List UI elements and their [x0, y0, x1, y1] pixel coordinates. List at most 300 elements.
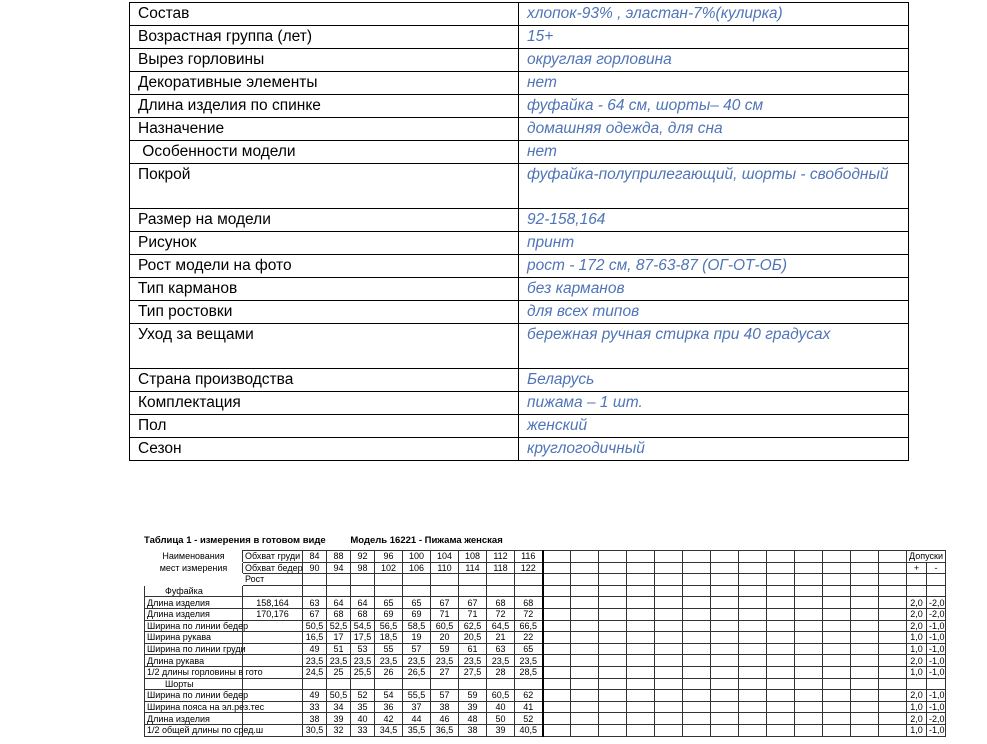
measurement-value [599, 597, 627, 609]
measurement-row [145, 666, 946, 678]
measurement-value: 37 [403, 701, 431, 713]
measurement-value [767, 632, 795, 644]
property-label: Размер на модели [130, 209, 519, 232]
measurement-value [683, 713, 711, 725]
measurement-value: 40 [487, 701, 515, 713]
measurement-value: 25,5 [351, 666, 375, 678]
measurement-value [711, 597, 739, 609]
property-value: домашняя одежда, для сна [519, 118, 909, 141]
property-row [130, 164, 909, 209]
empty-cell [515, 574, 543, 586]
measurement-value [683, 620, 711, 632]
measurement-value [767, 701, 795, 713]
property-value: для всех типов [519, 301, 909, 324]
measurement-value [711, 724, 739, 736]
chest-size [571, 551, 599, 563]
tolerance-header: Допуски [907, 551, 946, 563]
height-label: Рост [243, 574, 303, 586]
measurement-value [711, 690, 739, 702]
measurement-value [851, 701, 879, 713]
measurements-title [144, 535, 503, 546]
tolerance-minus: -1,0 [927, 666, 946, 678]
measurement-value [351, 585, 375, 597]
measurement-value [627, 678, 655, 690]
property-row [130, 301, 909, 324]
measurement-value [571, 690, 599, 702]
measurement-value [543, 608, 571, 620]
property-value: нет [519, 141, 909, 164]
measurement-value [739, 655, 767, 667]
measurement-value [515, 585, 543, 597]
measurement-value [851, 632, 879, 644]
measurement-value: 65 [403, 597, 431, 609]
measurement-value: 30,5 [303, 724, 327, 736]
measurement-value: 65 [515, 643, 543, 655]
measurement-value [543, 678, 571, 690]
measurement-value: 69 [403, 608, 431, 620]
property-label: Уход за вещами [130, 324, 519, 369]
property-row [130, 141, 909, 164]
measurement-value [543, 585, 571, 597]
measurement-row [145, 620, 946, 632]
measurement-value [851, 655, 879, 667]
measurement-value: 61 [459, 643, 487, 655]
hip-size [739, 562, 767, 574]
measurement-value: 39 [487, 724, 515, 736]
measurement-value [767, 643, 795, 655]
height-value: 170,176 [243, 608, 303, 620]
measurement-value [655, 713, 683, 725]
measurement-value [879, 643, 907, 655]
hip-size: 114 [459, 562, 487, 574]
empty-cell [627, 574, 655, 586]
measurement-value [655, 632, 683, 644]
tolerance-minus: -1,0 [927, 690, 946, 702]
measurement-value [571, 713, 599, 725]
measurement-value [431, 585, 459, 597]
measurement-value [627, 724, 655, 736]
measurement-value: 40 [351, 713, 375, 725]
chest-size [683, 551, 711, 563]
measurement-value: 60,5 [431, 620, 459, 632]
measurement-value: 22 [515, 632, 543, 644]
measurement-value [795, 724, 823, 736]
height-value [243, 585, 303, 597]
measurement-value [655, 608, 683, 620]
hip-size: 122 [515, 562, 543, 574]
measurement-value: 39 [327, 713, 351, 725]
measurement-value [823, 713, 851, 725]
measurement-value [739, 690, 767, 702]
measurement-value: 19 [403, 632, 431, 644]
measurement-value [627, 643, 655, 655]
measurement-value [851, 597, 879, 609]
measurement-name: Длина изделия [145, 713, 243, 725]
empty-cell [767, 574, 795, 586]
section-row [145, 585, 946, 597]
property-label: Тип ростовки [130, 301, 519, 324]
measurement-value: 58,5 [403, 620, 431, 632]
measurement-value: 36 [375, 701, 403, 713]
measurement-value [303, 585, 327, 597]
property-value: пижама – 1 шт. [519, 392, 909, 415]
property-row [130, 3, 909, 26]
property-value: бережная ручная стирка при 40 градусах [519, 324, 909, 369]
measurement-value [795, 701, 823, 713]
hip-size [767, 562, 795, 574]
measurements-body [145, 551, 946, 737]
hip-size: 110 [431, 562, 459, 574]
measurement-value [543, 724, 571, 736]
property-value: округлая горловина [519, 49, 909, 72]
property-value: 15+ [519, 26, 909, 49]
measurement-value [599, 655, 627, 667]
measurement-value: 49 [303, 690, 327, 702]
measurement-value [823, 632, 851, 644]
measurement-value: 67 [431, 597, 459, 609]
measurement-value [879, 585, 907, 597]
chest-size: 92 [351, 551, 375, 563]
empty-cell [543, 574, 571, 586]
measurement-value [683, 690, 711, 702]
empty-cell [431, 574, 459, 586]
measurement-value [739, 632, 767, 644]
measurement-value: 51 [327, 643, 351, 655]
measurement-value [739, 678, 767, 690]
property-label: Рост модели на фото [130, 255, 519, 278]
measurement-value: 17 [327, 632, 351, 644]
hip-size [655, 562, 683, 574]
measurement-value: 25 [327, 666, 351, 678]
property-row [130, 72, 909, 95]
measurement-value: 68 [327, 608, 351, 620]
measurement-value [851, 643, 879, 655]
height-value [243, 655, 303, 667]
measurement-row [145, 643, 946, 655]
measurement-value [823, 690, 851, 702]
measurement-value: 59 [459, 690, 487, 702]
empty-cell [487, 574, 515, 586]
empty-cell [403, 574, 431, 586]
measurement-value [683, 585, 711, 597]
measurement-value [767, 690, 795, 702]
measurement-value [655, 597, 683, 609]
measurement-value: 17,5 [351, 632, 375, 644]
measurement-value [599, 620, 627, 632]
property-label: Вырез горловины [130, 49, 519, 72]
measurement-value [823, 678, 851, 690]
empty-cell [327, 574, 351, 586]
measurement-value: 72 [515, 608, 543, 620]
measurement-value [683, 724, 711, 736]
empty-cell [571, 574, 599, 586]
hip-size [543, 562, 571, 574]
measurement-value [431, 678, 459, 690]
measurement-row [145, 690, 946, 702]
chest-size [795, 551, 823, 563]
measurement-value [571, 620, 599, 632]
empty-cell [739, 574, 767, 586]
tolerance-plus: 2,0 [907, 620, 927, 632]
measurement-value: 50 [487, 713, 515, 725]
measurement-value [767, 678, 795, 690]
measurement-value [655, 585, 683, 597]
measurement-value [627, 666, 655, 678]
measurement-value [571, 585, 599, 597]
measurement-value [823, 597, 851, 609]
section-title: Шорты [145, 678, 243, 690]
names-header: Наименования [145, 551, 243, 563]
measurement-value [571, 632, 599, 644]
measurement-value [767, 597, 795, 609]
hip-size [571, 562, 599, 574]
measurement-value: 52,5 [327, 620, 351, 632]
measurement-value: 26 [375, 666, 403, 678]
chest-size [767, 551, 795, 563]
property-value: фуфайка-полуприлегающий, шорты - свободный [519, 164, 909, 209]
empty-cell [459, 574, 487, 586]
measurement-row [145, 655, 946, 667]
measurement-value: 67 [303, 608, 327, 620]
measurement-value: 64 [351, 597, 375, 609]
measurement-value: 34 [327, 701, 351, 713]
measurement-value [795, 678, 823, 690]
measurement-value [459, 585, 487, 597]
measurement-value: 62,5 [459, 620, 487, 632]
property-row [130, 369, 909, 392]
tolerance-plus: 1,0 [907, 724, 927, 736]
tolerance-minus: -1,0 [927, 701, 946, 713]
measurement-value [683, 608, 711, 620]
property-label: Возрастная группа (лет) [130, 26, 519, 49]
measurement-name: Ширина рукава [145, 632, 243, 644]
measurement-value [795, 713, 823, 725]
measurement-value [851, 678, 879, 690]
measurement-value [683, 597, 711, 609]
measurement-value: 71 [431, 608, 459, 620]
height-value [243, 690, 303, 702]
measurement-value: 28,5 [515, 666, 543, 678]
measurement-value [767, 655, 795, 667]
measurement-value: 23,5 [375, 655, 403, 667]
chest-size: 88 [327, 551, 351, 563]
measurement-value [599, 690, 627, 702]
chest-size [711, 551, 739, 563]
measurement-value [571, 701, 599, 713]
hip-size [711, 562, 739, 574]
property-label: Комплектация [130, 392, 519, 415]
measurement-value [543, 666, 571, 678]
measurement-value [739, 597, 767, 609]
empty-cell [823, 574, 851, 586]
measurement-value [599, 678, 627, 690]
measurement-value: 23,5 [487, 655, 515, 667]
measurement-value [795, 597, 823, 609]
measurement-value [795, 655, 823, 667]
property-label: Страна производства [130, 369, 519, 392]
measurement-value [375, 678, 403, 690]
measurement-value [739, 585, 767, 597]
tolerance-plus: 2,0 [907, 713, 927, 725]
measurement-value [711, 643, 739, 655]
measurement-value [683, 655, 711, 667]
measurement-value: 52 [515, 713, 543, 725]
measurement-row [145, 701, 946, 713]
empty-cell [927, 574, 946, 586]
measurement-value [599, 713, 627, 725]
measurement-value [627, 608, 655, 620]
measurement-value [543, 655, 571, 667]
property-label: Состав [130, 3, 519, 26]
measurement-value [627, 620, 655, 632]
property-label: Тип карманов [130, 278, 519, 301]
measurement-value: 56,5 [375, 620, 403, 632]
tolerance-minus: -2,0 [927, 597, 946, 609]
measurement-value: 71 [459, 608, 487, 620]
measurement-value [739, 666, 767, 678]
hip-size: 106 [403, 562, 431, 574]
measurement-value [327, 678, 351, 690]
measurement-value: 55,5 [403, 690, 431, 702]
measurement-value [327, 585, 351, 597]
tolerance-plus-header: + [907, 562, 927, 574]
tolerance-minus-header: - [927, 562, 946, 574]
measurement-value: 60,5 [487, 690, 515, 702]
measurement-value [823, 620, 851, 632]
chest-size: 100 [403, 551, 431, 563]
measurement-value: 23,5 [403, 655, 431, 667]
measurement-value [739, 643, 767, 655]
measurement-value: 21 [487, 632, 515, 644]
measurement-value [879, 678, 907, 690]
measurement-value [711, 701, 739, 713]
chest-size [627, 551, 655, 563]
measurement-value: 59 [431, 643, 459, 655]
measurement-value [823, 643, 851, 655]
tolerance-minus: -2,0 [927, 608, 946, 620]
measurement-value [823, 666, 851, 678]
tolerance-plus: 2,0 [907, 655, 927, 667]
measurement-value [627, 690, 655, 702]
measurement-value: 34,5 [375, 724, 403, 736]
hip-size: 90 [303, 562, 327, 574]
measurement-value: 63 [303, 597, 327, 609]
measurement-value: 28 [487, 666, 515, 678]
measurement-value: 35 [351, 701, 375, 713]
measurement-value: 57 [431, 690, 459, 702]
property-value: 92-158,164 [519, 209, 909, 232]
header-row [145, 562, 946, 574]
measurement-value: 68 [351, 608, 375, 620]
measurement-value [823, 701, 851, 713]
measurement-value [627, 701, 655, 713]
measurement-row [145, 597, 946, 609]
property-row [130, 49, 909, 72]
property-row [130, 255, 909, 278]
measurement-value [851, 620, 879, 632]
measurement-value [795, 643, 823, 655]
height-value [243, 632, 303, 644]
measurement-value [543, 701, 571, 713]
measurement-value: 23,5 [351, 655, 375, 667]
measurement-value [711, 608, 739, 620]
empty-cell [879, 574, 907, 586]
measurement-value [543, 713, 571, 725]
measurement-value: 39 [459, 701, 487, 713]
measurement-value: 38 [431, 701, 459, 713]
measurement-value [739, 608, 767, 620]
measurement-row [145, 608, 946, 620]
measurement-value [683, 643, 711, 655]
measurement-value: 52 [351, 690, 375, 702]
measurement-value [599, 724, 627, 736]
measurement-value [851, 585, 879, 597]
measurement-name: Ширина по линии бедер [145, 690, 243, 702]
measurement-value [655, 620, 683, 632]
measurement-value [767, 666, 795, 678]
measurement-value: 20 [431, 632, 459, 644]
measurement-value [487, 585, 515, 597]
property-row [130, 209, 909, 232]
measurement-value [851, 666, 879, 678]
measurement-value: 18,5 [375, 632, 403, 644]
measurement-name: Длина изделия [145, 597, 243, 609]
measurement-value [823, 655, 851, 667]
tolerance-plus: 1,0 [907, 666, 927, 678]
measurement-value: 67 [459, 597, 487, 609]
empty-cell [599, 574, 627, 586]
measurement-value: 23,5 [515, 655, 543, 667]
measurement-value: 36,5 [431, 724, 459, 736]
property-value: без карманов [519, 278, 909, 301]
property-value: круглогодичный [519, 438, 909, 461]
measurement-value [823, 608, 851, 620]
measurement-value [571, 666, 599, 678]
property-value: Беларусь [519, 369, 909, 392]
measurement-value [627, 713, 655, 725]
measurement-value: 72 [487, 608, 515, 620]
hip-size [823, 562, 851, 574]
section-row [145, 678, 946, 690]
chest-size [655, 551, 683, 563]
measurement-name: Длина рукава [145, 655, 243, 667]
measurement-row [145, 713, 946, 725]
measurement-value: 62 [515, 690, 543, 702]
measurement-value [851, 690, 879, 702]
measurement-value [851, 724, 879, 736]
measurement-value [571, 643, 599, 655]
property-row [130, 415, 909, 438]
measurement-value [879, 632, 907, 644]
measurement-value: 44 [403, 713, 431, 725]
measurement-value [711, 585, 739, 597]
measurement-value [403, 678, 431, 690]
measurement-value: 23,5 [431, 655, 459, 667]
measurement-value [767, 608, 795, 620]
tolerance-plus: 2,0 [907, 597, 927, 609]
measurement-value [795, 632, 823, 644]
chest-size [879, 551, 907, 563]
measurement-value [711, 620, 739, 632]
measurement-value [683, 701, 711, 713]
measurement-value [711, 655, 739, 667]
measurement-name: 1/2 длины горловины в гото [145, 666, 243, 678]
measurement-name: Ширина по линии бедер [145, 620, 243, 632]
measurement-value: 57 [403, 643, 431, 655]
measurement-name: Длина изделия [145, 608, 243, 620]
hip-size: 98 [351, 562, 375, 574]
measurement-value [627, 632, 655, 644]
